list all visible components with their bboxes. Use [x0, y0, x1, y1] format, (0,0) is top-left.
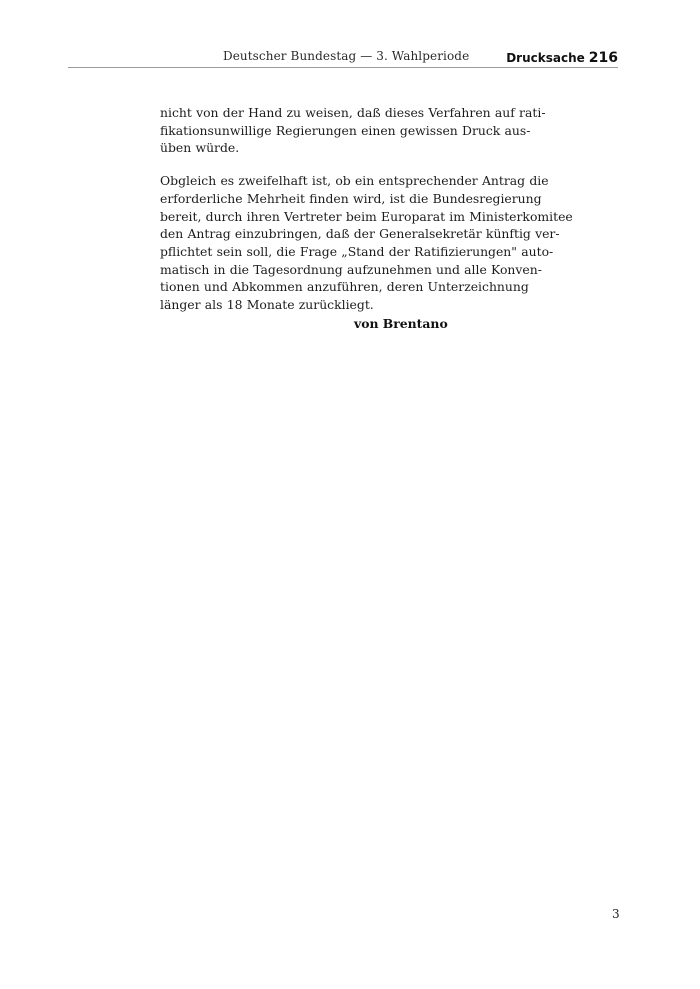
running-header [68, 47, 618, 68]
text-line: pflichtet sein soll, die Frage „Stand der Ratifizierungen" auto- [160, 243, 554, 259]
signature: von Brentano [354, 316, 448, 331]
text-line: bereit, durch ihren Vertreter beim Europarat im Ministerkomitee [160, 208, 573, 224]
text-line: Obgleich es zweifelhaft ist, ob ein entsprechender Antrag die [160, 173, 549, 189]
document-number [506, 47, 618, 66]
text-line: matisch in die Tagesordnung aufzunehmen und alle Konven- [160, 261, 542, 277]
text-line: erforderliche Mehrheit finden wird, ist die Bundesregierung [160, 190, 542, 206]
page-number: 3 [612, 907, 620, 921]
text-line: den Antrag einzubringen, daß der Generalsekretär künftig ver- [160, 226, 560, 242]
body-text [160, 104, 573, 329]
text-line: fikationsunwillige Regierungen einen gewissen Druck aus- [160, 122, 531, 138]
header-title: Deutscher Bundestag — 3. Wahlperiode [223, 49, 470, 63]
text-line: nicht von der Hand zu weisen, daß dieses Verfahren auf rati- [160, 105, 546, 120]
paragraph-1 [160, 104, 546, 157]
document-number-value: 216 [588, 50, 618, 66]
text-line: üben würde. [160, 140, 240, 156]
document-label: Drucksache [506, 51, 585, 65]
text-line: tionen und Abkommen anzuführen, deren Unterzeichnung [160, 279, 529, 295]
paragraph-2 [160, 172, 573, 314]
text-line: länger als 18 Monate zurückliegt. [160, 297, 374, 313]
